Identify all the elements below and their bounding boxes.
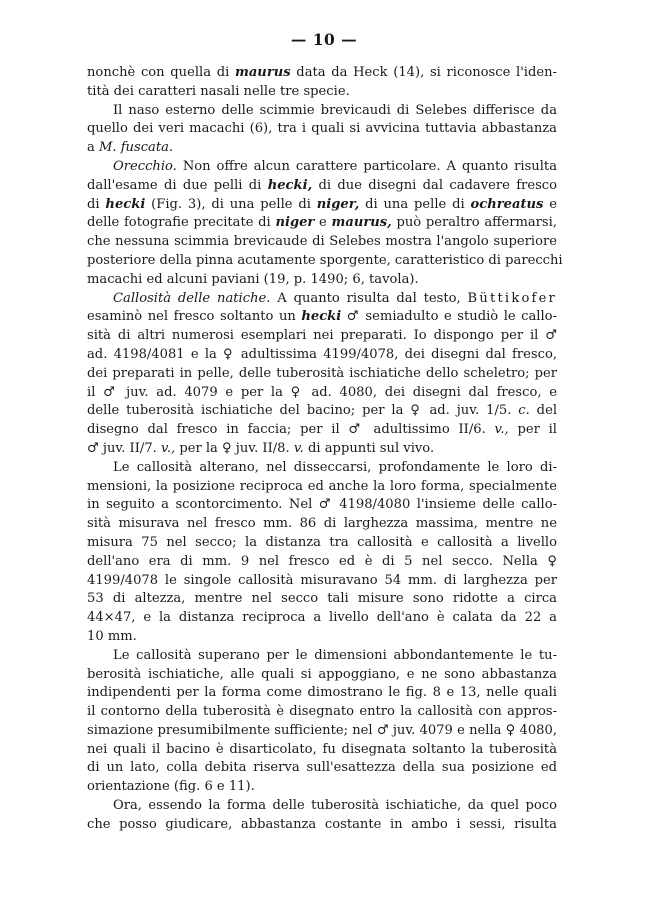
text-run: macachi ed alcuni paviani (19, p. 1490; 6, tavola). <box>87 271 419 287</box>
emphasis-text: M. fuscata. <box>98 140 174 156</box>
text-line <box>87 459 557 478</box>
text-run: Il naso esterno delle scimmie brevicaudi di Selebes differisce da <box>113 102 557 118</box>
text-line <box>87 797 557 816</box>
text-line <box>87 741 557 760</box>
text-run: a <box>87 140 99 156</box>
text-line <box>87 440 557 459</box>
text-run: del <box>529 403 558 419</box>
text-run: di un lato, colla debita riserva sull'esattezza della sua posizione ed <box>87 760 557 776</box>
text-line <box>87 120 557 139</box>
emphasis-text: v. <box>293 440 304 456</box>
text-run: simazione presumibilmente sufficiente; nel ♂ juv. 4079 e nella ♀ 4080, <box>87 722 557 738</box>
text-run: ♂ juv. II/7. <box>87 440 161 456</box>
text-run: nei quali il bacino è disarticolato, fu disegnata soltanto la tuberosità <box>87 741 557 757</box>
text-line <box>87 722 557 741</box>
text-line <box>87 402 557 421</box>
text-line <box>87 628 557 647</box>
text-run: Le callosità alterano, nel disseccarsi, profondamente le loro di- <box>113 459 557 475</box>
text-run: il ♂ juv. ad. 4079 e per la ♀ ad. 4080, dei disegni dal fresco, e <box>87 384 557 400</box>
text-run: di due disegni dal cadavere fresco <box>312 177 557 193</box>
text-line <box>87 252 563 271</box>
text-line <box>87 271 557 290</box>
text-run: per la ♀ juv. II/8. <box>175 440 294 456</box>
text-run: esaminò nel fresco soltanto un <box>87 309 302 325</box>
text-run: mensioni, la posizione reciproca ed anche la loro forma, specialmente <box>87 478 557 494</box>
text-run: disegno dal fresco in faccia; per il ♂ adultissimo II/6. <box>87 422 495 438</box>
paragraph <box>87 647 557 797</box>
text-line <box>87 515 557 534</box>
text-run: delle tuberosità ischiatiche del bacino; per la ♀ ad. juv. 1/5. <box>87 403 519 419</box>
text-run: nonchè con quella di <box>87 65 235 80</box>
text-line <box>87 365 557 384</box>
emphasis-text: niger, <box>316 196 360 212</box>
text-run: 4199/4078 le singole callosità misuravano 54 mm. di larghezza per <box>87 572 557 588</box>
text-line <box>87 703 557 722</box>
text-run: Le callosità superano per le dimensioni abbondantemente le tu- <box>113 647 557 663</box>
text-run: (Fig. 3), di una pelle di <box>145 196 317 212</box>
emphasis-text: c. <box>518 403 530 419</box>
text-line <box>87 214 557 233</box>
text-line <box>87 290 557 309</box>
page-number: — 10 — <box>290 30 358 49</box>
text-line <box>87 572 557 591</box>
text-run: delle fotografie precitate di <box>87 215 276 231</box>
text-run: e <box>543 196 557 212</box>
text-line <box>87 158 557 177</box>
text-run: posteriore della pinna acutamente sporgente, caratteristico di parecchi <box>87 252 563 268</box>
text-line <box>87 684 557 703</box>
emphasis-text: hecki <box>301 309 342 325</box>
text-run: 44×47, e la distanza reciproca a livello dell'ano è calata da 22 a <box>87 610 557 626</box>
text-line <box>87 177 557 196</box>
text-line <box>87 102 557 121</box>
text-run: di appunti sul vivo. <box>303 440 435 456</box>
text-run: Ora, essendo la forma delle tuberosità ischiatiche, da quel poco <box>113 798 557 814</box>
text-run: che nessuna scimmia brevicaude di Selebes mostra l'angolo superiore <box>87 234 557 250</box>
text-line <box>87 346 557 365</box>
text-run: ♂ semiadulto e studiò le callo- <box>341 309 557 325</box>
text-run: di una pelle di <box>359 196 471 212</box>
text-line <box>87 64 557 83</box>
text-run: e <box>314 215 332 231</box>
text-run: Non offre alcun carattere particolare. A quanto risulta <box>176 158 557 174</box>
text-line <box>87 816 557 835</box>
text-run: il contorno della tuberosità è disegnato entro la callosità con appros- <box>87 704 557 720</box>
text-line <box>87 384 557 403</box>
emphasis-text: maurus, <box>331 215 392 231</box>
text-line <box>87 139 557 158</box>
text-run: per il <box>508 422 557 438</box>
text-run: in seguito a scontorcimento. Nel ♂ 4198/4080 l'insieme delle callo- <box>87 497 557 513</box>
text-line <box>87 496 557 515</box>
paragraph <box>87 290 557 459</box>
emphasis-text: niger <box>275 215 315 231</box>
text-line <box>87 666 557 685</box>
text-run: indipendenti per la forma come dimostrano le fig. 8 e 13, nelle quali <box>87 685 557 701</box>
text-run: sità di altri numerosi esemplari nei preparati. Io dispongo per il ♂ <box>87 328 557 344</box>
text-line <box>87 778 557 797</box>
text-line <box>87 83 557 102</box>
text-line <box>87 421 557 440</box>
emphasis-text: ochreatus <box>470 196 544 212</box>
text-run: dei preparati in pelle, delle tuberosità ischiatiche dello scheletro; per <box>87 365 557 381</box>
text-line <box>87 233 557 252</box>
text-run: che posso giudicare, abbastanza costante in ambo i sessi, risulta <box>87 816 557 832</box>
text-line <box>87 308 557 327</box>
emphasis-text: v., <box>494 422 509 438</box>
text-line <box>87 327 557 346</box>
text-run: data da Heck (14), si riconosce l'iden- <box>290 65 557 80</box>
page-body <box>87 64 563 835</box>
text-run: 10 mm. <box>87 628 137 644</box>
paragraph <box>87 459 557 647</box>
text-run: di <box>87 196 106 212</box>
text-line <box>87 196 557 215</box>
text-line <box>87 534 557 553</box>
text-line <box>87 553 557 572</box>
paragraph <box>87 64 557 102</box>
text-run: dell'ano era di mm. 9 nel fresco ed è di 5 nel secco. Nella ♀ <box>87 553 557 569</box>
text-line <box>87 609 557 628</box>
paragraph <box>87 797 557 835</box>
text-run: 53 di altezza, mentre nel secco tali misure sono ridotte a circa <box>87 591 557 607</box>
text-run: dall'esame di due pelli di <box>87 177 268 193</box>
text-run: misura 75 nel secco; la distanza tra callosità e callosità a livello <box>87 534 557 550</box>
text-run: orientazione (fig. 6 e 11). <box>87 779 255 795</box>
text-run: tità dei caratteri nasali nelle tre specie. <box>87 83 350 99</box>
text-line <box>87 647 557 666</box>
emphasis-text: maurus <box>234 65 291 80</box>
emphasis-text: Büttikofer <box>467 290 557 306</box>
text-line <box>87 478 557 497</box>
paragraph <box>87 158 563 290</box>
text-run: ad. 4198/4081 e la ♀ adultissima 4199/4078, dei disegni dal fresco, <box>87 346 557 362</box>
emphasis-text: Callosità delle natiche. <box>113 290 271 306</box>
text-run: può peraltro affermarsi, <box>391 215 558 231</box>
emphasis-text: hecki <box>105 196 146 212</box>
text-line <box>87 759 557 778</box>
emphasis-text: v., <box>160 440 176 456</box>
paragraph <box>87 102 557 158</box>
text-line <box>87 590 557 609</box>
text-run: quello dei veri macachi (6), tra i quali si avvicina tuttavia abbastanza <box>87 121 557 137</box>
emphasis-text: Orecchio. <box>113 158 177 174</box>
text-run: sità misurava nel fresco mm. 86 di larghezza massima, mentre ne <box>87 516 557 532</box>
text-run: berosità ischiatiche, alle quali si appoggiano, e ne sono abbastanza <box>87 666 557 682</box>
text-run: A quanto risulta dal testo, <box>270 290 468 306</box>
emphasis-text: hecki, <box>267 177 313 193</box>
